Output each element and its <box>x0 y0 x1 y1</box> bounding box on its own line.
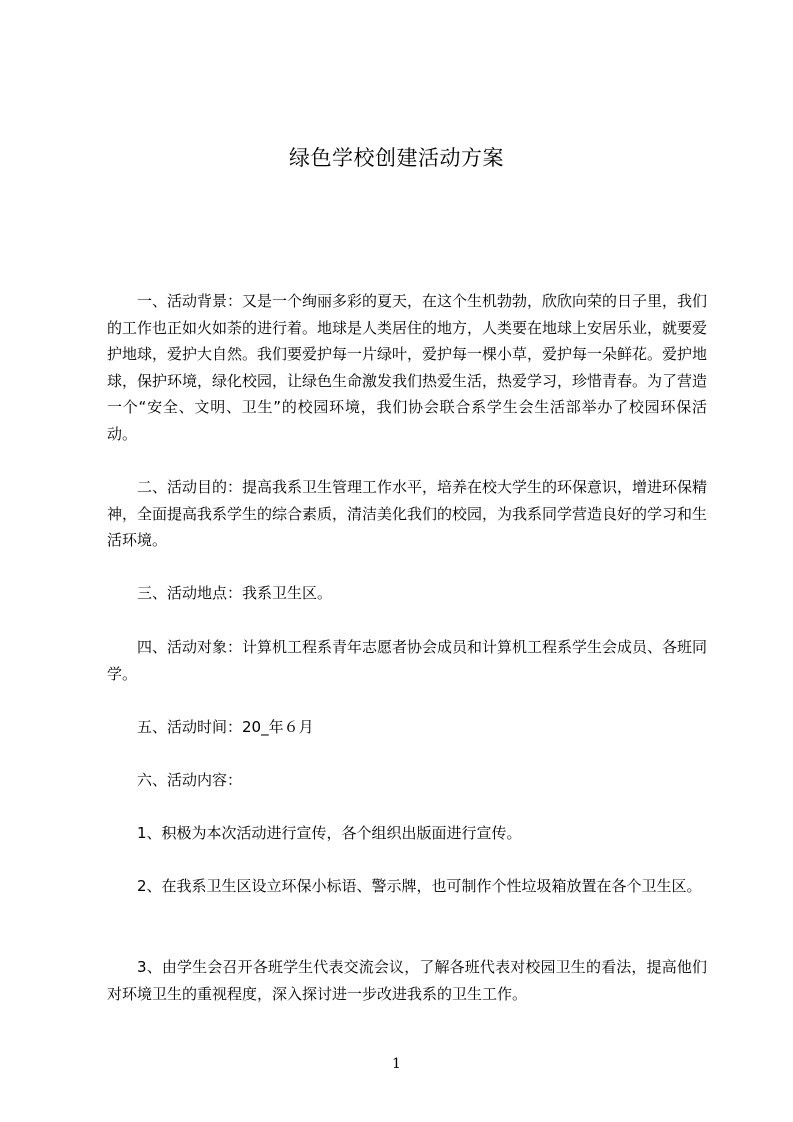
document-title: 绿色学校创建活动方案 <box>289 146 504 170</box>
page-number: 1 <box>392 1056 401 1072</box>
paragraph-location: 三、活动地点：我系卫生区。 <box>137 584 333 602</box>
paragraph-content-heading: 六、活动内容： <box>137 771 243 789</box>
paragraph-background: 一、活动背景：又是一个绚丽多彩的夏天，在这个生机勃勃，欣欣向荣的日子里，我们的工作也正如火如荼的进行着。地球是人类居住的地方，人类要在地球上安居乐业，就要爱护地球，爱护大自然。我们要爱护每一片绿叶，爱护每一棵小草，爱护每一朵鲜花。爱护地球，保护环境，绿化校园，让绿色生命激发我们热爱生活，热爱学习，珍惜青春。为了营造一个“安全、文明、卫生”的校园环境，我们协会联合系学生会生活部举办了校园环保活动。 <box>107 292 708 443</box>
paragraph-content-item-1: 1、积极为本次活动进行宣传，各个组织出版面进行宣传。 <box>137 824 522 842</box>
paragraph-time: 五、活动时间：20_年６月 <box>137 718 314 736</box>
paragraph-content-item-2: 2、在我系卫生区设立环保小标语、警示牌，也可制作个性垃圾箱放置在各个卫生区。 <box>137 877 702 895</box>
paragraph-participants: 四、活动对象：计算机工程系青年志愿者协会成员和计算机工程系学生会成员、各班同学。 <box>107 638 708 683</box>
paragraph-purpose: 二、活动目的：提高我系卫生管理工作水平，培养在校大学生的环保意识，增进环保精神，全面提高我系学生的综合素质，清洁美化我们的校园，为我系同学营造良好的学习和生活环境。 <box>107 478 708 549</box>
paragraph-content-item-3: 3、由学生会召开各班学生代表交流会议，了解各班代表对校园卫生的看法，提高他们对环境卫生的重视程度，深入探讨进一步改进我系的卫生工作。 <box>107 958 707 1003</box>
